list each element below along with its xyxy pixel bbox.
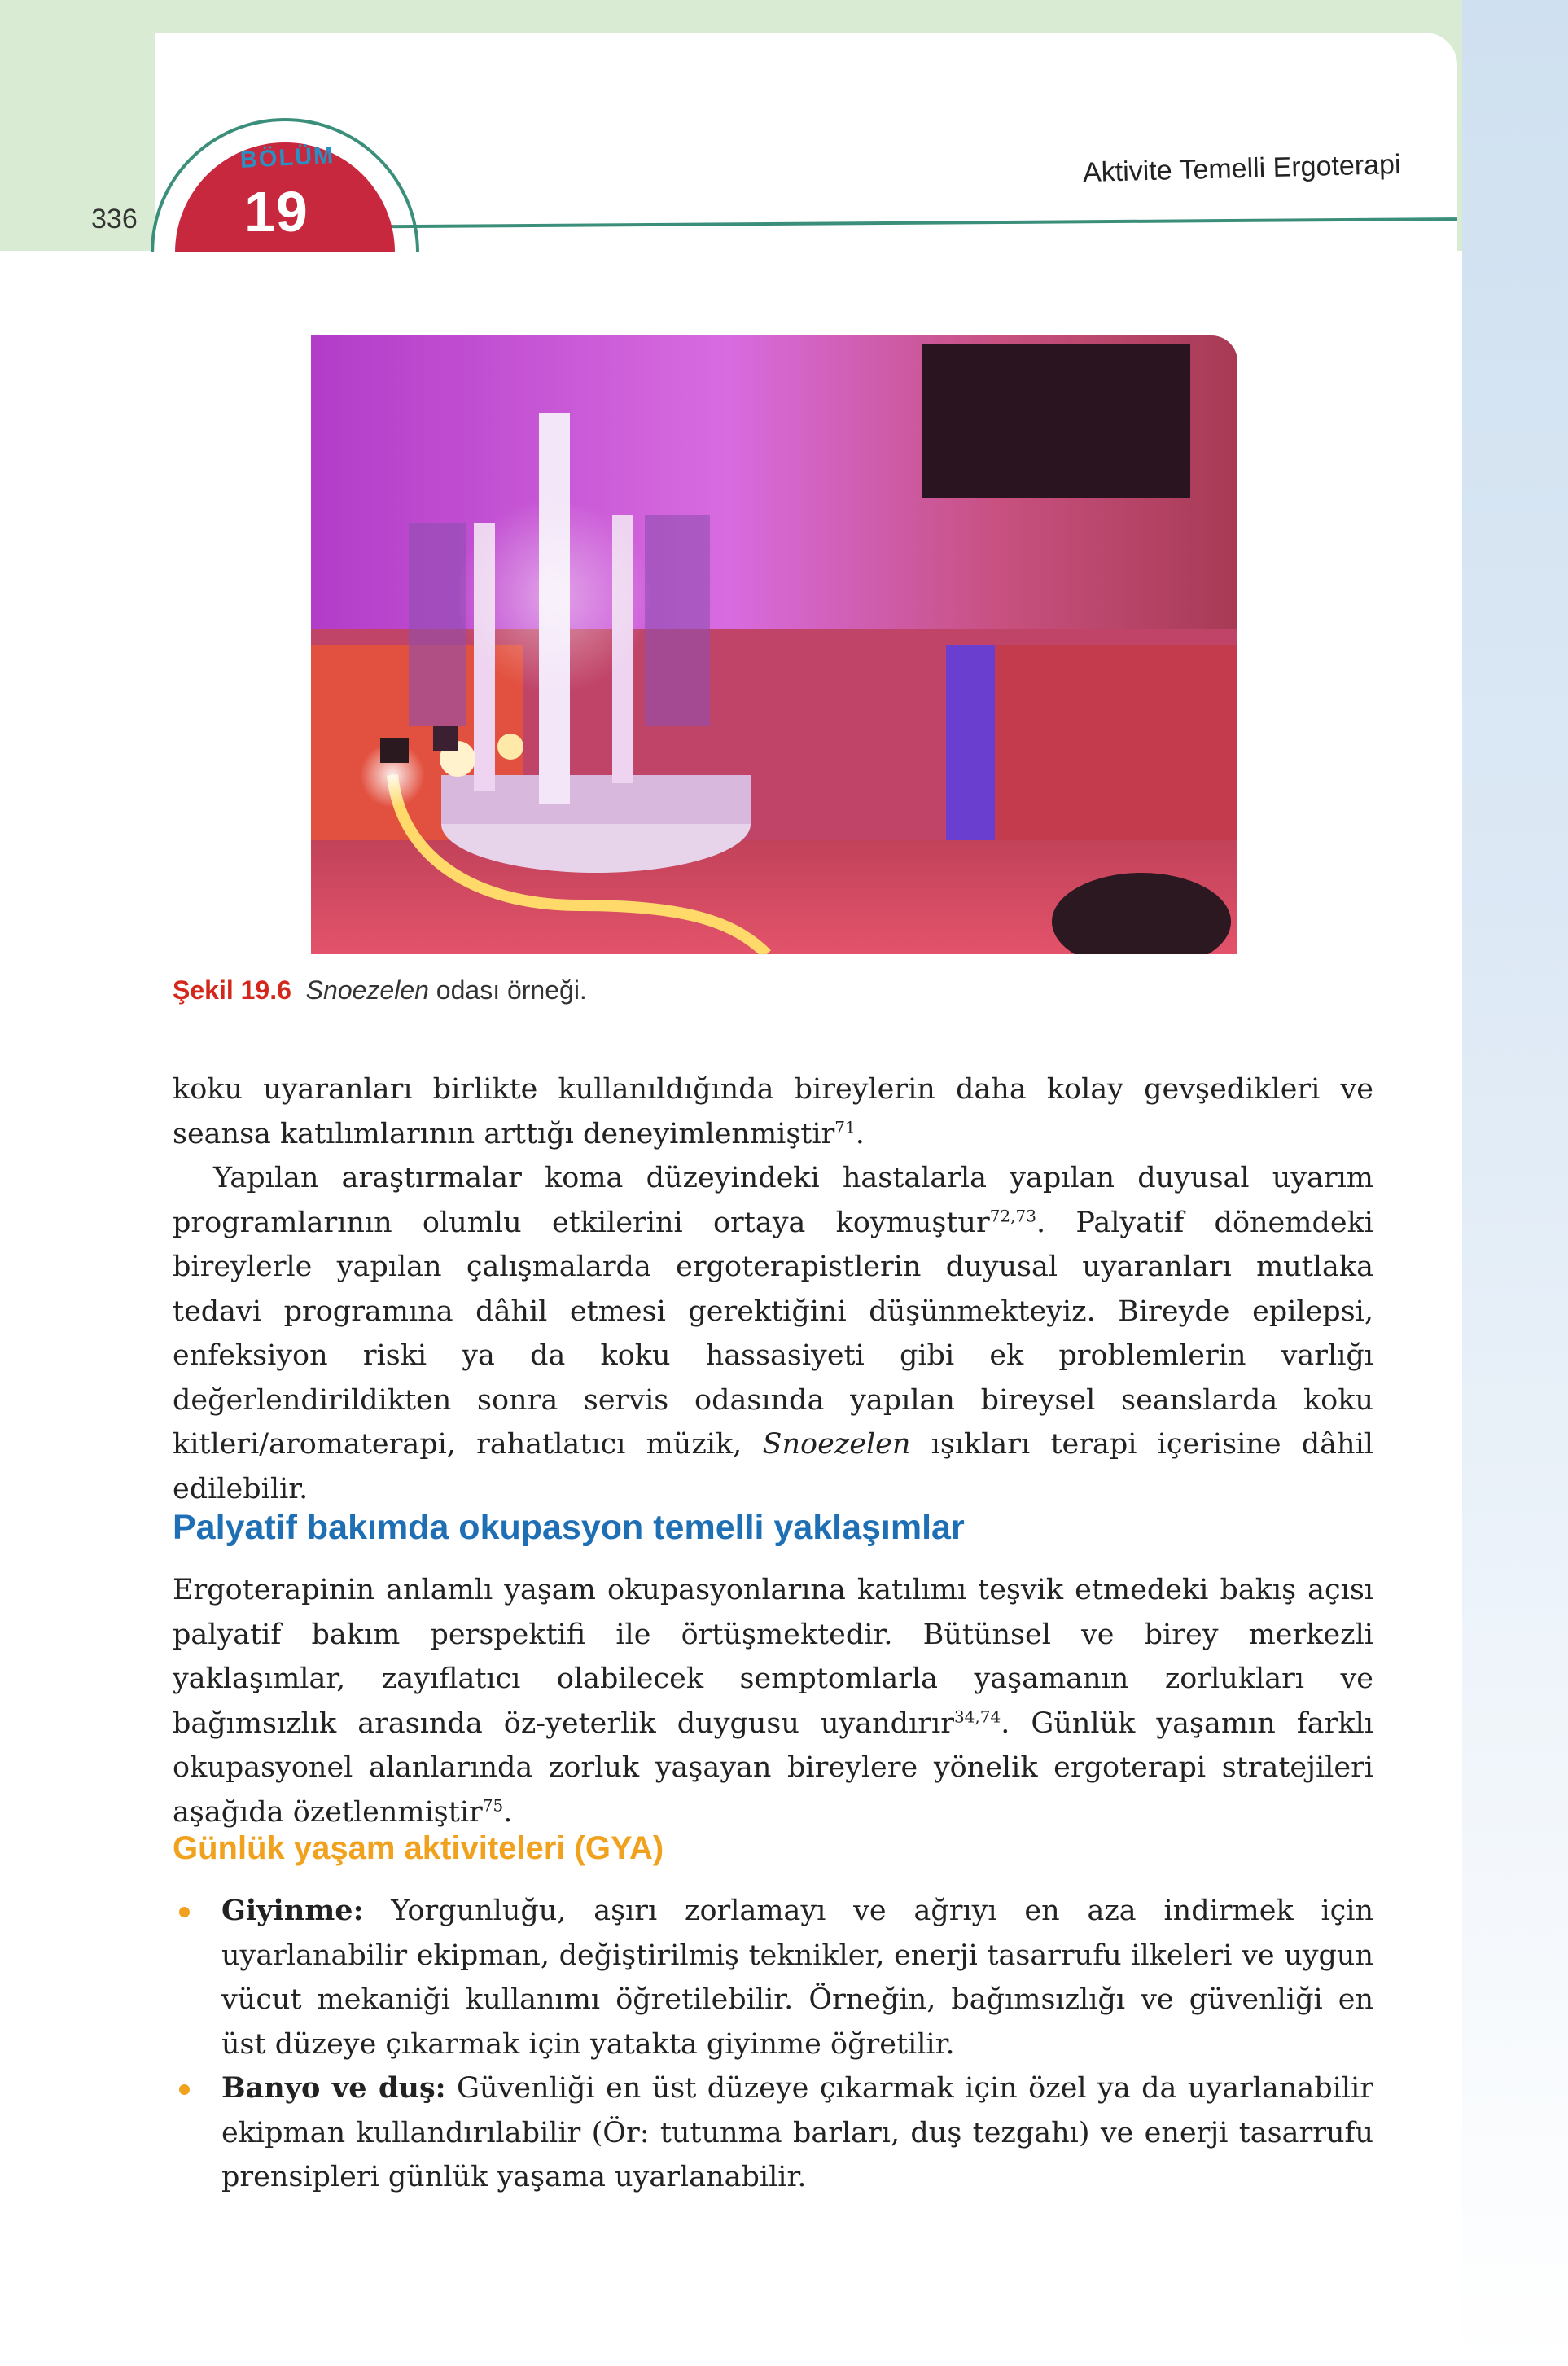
paragraph-2-text-b: . Palyatif dönemdeki bireylerle yapılan çalışmalarda ergoterapistlerin duyusal uyaranları mutlaka tedavi programına dâhil etmesi gerektiğini düşünmekteyiz. Bireyde epilepsi, enfeksiyon riski ya da koku hassasiyeti gibi ek problemlerin varlığı değerlendirildikten sonra servis odasında yapılan bireysel seanslarda koku kitleri/aromaterapi, rahatlatıcı müzik, xyxy=(173,1206,1373,1461)
citation: 72,73 xyxy=(989,1205,1036,1225)
section-heading-palliative: Palyatif bakımda okupasyon temelli yaklaşımlar xyxy=(173,1508,965,1547)
running-title: Aktivite Temelli Ergoterapi xyxy=(1082,148,1401,189)
list-item xyxy=(173,2066,1373,2200)
figure-label: Şekil 19.6 xyxy=(173,975,291,1005)
list-item-text: Yorgunluğu, aşırı zorlamayı ve ağrıyı en aza indirmek için uyarlanabilir ekipman, değiştirilmiş teknikler, enerji tasarrufu ilkeleri ve uygun vücut mekaniği kullanımı öğretilebilir. Örneğin, bağımsızlığı ve güvenliği en üst düzeye çıkarmak için yatakta giyinme öğretilir. xyxy=(221,1895,1373,2061)
chapter-number: 19 xyxy=(244,180,308,243)
figure-caption xyxy=(173,975,587,1006)
figure-caption-italic: Snoezelen xyxy=(305,975,429,1005)
section-heading-gya: Günlük yaşam aktiviteleri (GYA) xyxy=(173,1830,664,1866)
list-item-text: Güvenliği en üst düzeye çıkarmak için özel ya da uyarlanabilir ekipman kullandırılabilir (Ör: tutunma barları, duş tezgahı) ve enerji tasarrufu prensipleri günlük yaşama uyarlanabilir. xyxy=(221,2072,1373,2193)
bullet-icon xyxy=(179,1907,190,1917)
paragraph-2 xyxy=(173,1156,1373,1511)
paragraph-1-end: . xyxy=(855,1117,865,1150)
paragraph-2-end: ışıkları terapi içerisine dâhil edilebilir. xyxy=(173,1428,1373,1505)
paragraph-3-end: . xyxy=(503,1795,513,1829)
snoezelen-room-photo xyxy=(311,335,1237,954)
citation: 71 xyxy=(834,1116,856,1137)
list-item-term: Banyo ve duş: xyxy=(221,2071,446,2105)
gya-bullet-list xyxy=(173,1889,1373,2200)
paragraph-3-text: Ergoterapinin anlamlı yaşam okupasyonlarına katılımı teşvik etmedeki bakış açısı palyatif bakım perspektifi ile örtüşmektedir. Bütünsel ve birey merkezli yaklaşımlar, zayıflatıcı olabilecek semptomlarla yaşamanın zorlukları ve bağımsızlık arasında öz-yeterlik duygusu uyandırır xyxy=(173,1574,1373,1740)
section-1-paragraph xyxy=(173,1568,1373,1834)
paragraph-2-italic: Snoezelen xyxy=(762,1428,911,1461)
paragraph-2-text: Yapılan araştırmalar koma düzeyindeki hastalarla yapılan duyusal uyarım programlarının olumlu etkilerini ortaya koymuştur xyxy=(173,1162,1373,1239)
list-item-term: Giyinme: xyxy=(221,1894,364,1927)
paragraph-3-text-b: . Günlük yaşamın farklı okupasyonel alanlarında zorluk yaşayan bireylere yönelik ergoterapi stratejileri aşağıda özetlenmiştir xyxy=(173,1707,1373,1829)
paragraph-1-text: koku uyaranları birlikte kullanıldığında bireylerin daha kolay gevşedikleri ve seansa katılımlarının arttığı deneyimlenmiştir xyxy=(173,1073,1373,1150)
paragraph-3 xyxy=(173,1568,1373,1834)
chapter-word: BÖLÜM xyxy=(239,142,336,174)
side-background xyxy=(1462,0,1568,2366)
citation: 75 xyxy=(482,1794,504,1815)
citation: 34,74 xyxy=(953,1706,1001,1726)
paragraph-1 xyxy=(173,1067,1373,1156)
body-paragraphs xyxy=(173,1067,1373,1511)
page-number: 336 xyxy=(91,204,138,234)
bullet-icon xyxy=(179,2084,190,2095)
list-item xyxy=(173,1889,1373,2066)
figure-caption-rest: odası örneği. xyxy=(428,975,587,1005)
